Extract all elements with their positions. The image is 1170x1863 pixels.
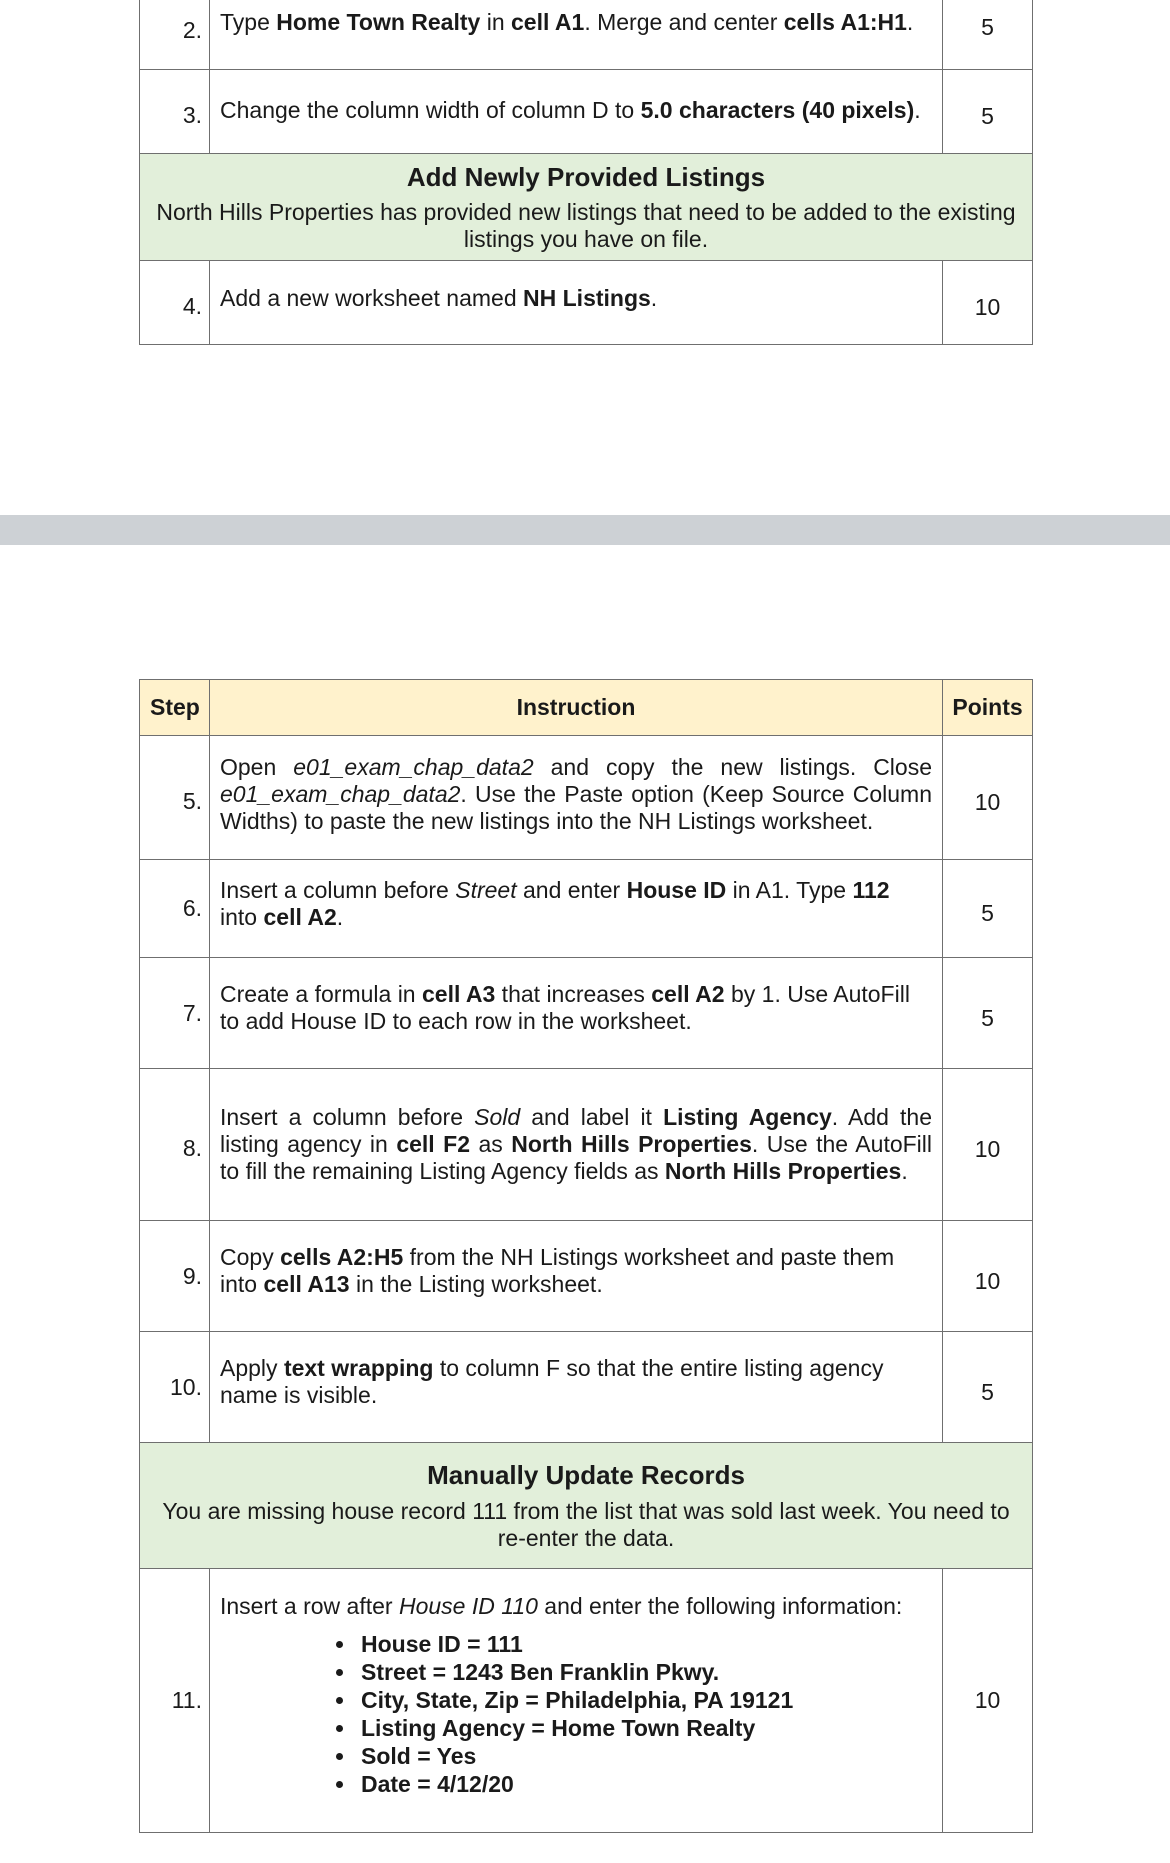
section-row [140,154,1033,261]
instruction-segment: 5.0 characters (40 pixels) [640,97,915,124]
instruction-table-part-1 [139,0,1033,345]
instruction-text [210,860,943,958]
step-number: 9. [140,1221,210,1332]
section-description: You are missing house record 111 from the list that was sold last week. You need to re-enter the data. [162,1497,1010,1551]
instruction-segment: Home Town Realty [276,9,481,35]
step-number: 6. [140,860,210,958]
instruction-text [210,958,943,1069]
instruction-segment: and enter the following information: [537,1593,903,1619]
instruction-segment: cell A1 [511,9,585,35]
step-number: 2. [140,0,210,70]
instruction-segment: cell A3 [421,981,496,1008]
step-number: 8. [140,1069,210,1221]
instruction-segment: . [650,285,658,311]
header-step: Step [140,680,210,736]
table-row [140,70,1033,154]
instruction-table-part-2 [139,679,1033,1833]
instruction-segment: text wrapping [283,1355,434,1382]
list-item: • House ID = 111 [357,1630,932,1658]
step-number: 7. [140,958,210,1069]
instruction-segment: . [906,9,914,35]
step-number: 10. [140,1332,210,1443]
instruction-cell [210,1569,943,1833]
instruction-segment: from the NH Listings worksheet and paste them into [220,1244,895,1297]
list-item: • Street = 1243 Ben Franklin Pkwy. [357,1658,932,1686]
step-number: 4. [140,261,210,345]
table-header-row [140,680,1033,736]
header-points: Points [943,680,1033,736]
table-row [140,1332,1033,1443]
table-row [140,958,1033,1069]
step-number: 3. [140,70,210,154]
record-details-list [220,1630,932,1798]
instruction-segment: Open [220,754,294,781]
points-value: 10 [943,261,1033,345]
points-value: 10 [943,1221,1033,1332]
instruction-segment: House ID 110 [398,1593,538,1619]
instruction-segment: by 1. Use AutoFill to add House ID to each row in the worksheet. [220,981,910,1034]
points-value: 5 [943,958,1033,1069]
instruction-segment: North Hills Properties [511,1131,752,1158]
instruction-segment: . Use the Paste option (Keep Source Column Widths) to paste the new listings into the NH Listings worksheet. [220,781,932,834]
instruction-text [220,1593,932,1620]
instruction-segment: cell F2 [396,1131,470,1158]
table-row [140,261,1033,345]
section-row [140,1443,1033,1569]
instruction-segment: . [336,903,344,930]
table-row [140,860,1033,958]
instruction-segment: in the Listing worksheet. [349,1271,603,1297]
instruction-segment: as [470,1131,512,1158]
instruction-segment: e01_exam_chap_data2 [293,754,534,781]
points-value: 5 [943,1332,1033,1443]
instruction-text [210,1332,943,1443]
step-number: 11. [140,1569,210,1833]
points-value: 5 [943,0,1033,70]
table-row [140,1221,1033,1332]
instruction-segment: Insert a column before [220,876,456,903]
points-value: 5 [943,860,1033,958]
instruction-text [210,70,943,154]
points-value: 10 [943,1569,1033,1833]
points-value: 10 [943,1069,1033,1221]
instruction-segment: Sold [474,1104,521,1131]
instruction-text [210,0,943,70]
section-title: Manually Update Records [427,1460,745,1491]
instruction-segment: Change the column width of column D to [220,97,641,124]
instruction-text [210,1069,943,1221]
instruction-text [210,736,943,860]
instruction-segment: Insert a column before [220,1104,475,1131]
step-number: 5. [140,736,210,860]
instruction-segment: and label it [520,1104,664,1131]
instruction-segment: in [480,9,511,35]
list-item: • Sold = Yes [357,1742,932,1770]
instruction-segment: and enter [516,876,627,903]
instruction-segment: and copy the new listings. Close [533,754,933,781]
table-row [140,1069,1033,1221]
instruction-segment: NH Listings [523,285,651,311]
instruction-segment: . [914,97,921,124]
instruction-segment: North Hills Properties [664,1157,902,1184]
instruction-segment: cells A2:H5 [280,1244,404,1271]
instruction-segment: cell A13 [263,1271,350,1297]
instruction-segment: into [220,903,264,930]
points-value: 10 [943,736,1033,860]
instruction-segment: Add a new worksheet named [220,285,524,311]
instruction-segment: Insert a row after [220,1593,399,1619]
instruction-segment: that increases [495,981,652,1008]
section-banner [140,1443,1033,1569]
instruction-segment: . Add the listing agency in [220,1104,933,1158]
instruction-segment: in A1. Type [726,876,853,903]
instruction-segment: . Merge and center [584,9,784,35]
section-banner [140,154,1033,261]
table-row [140,0,1033,70]
section-description: North Hills Properties has provided new listings that need to be added to the existing listings you have on file. [156,199,1016,253]
instruction-segment: . Use the AutoFill to fill the remaining Listing Agency fields as [220,1131,932,1184]
instruction-segment: Street [455,876,517,903]
instruction-segment: cell A2 [263,903,337,930]
instruction-segment: Listing Agency [663,1104,832,1131]
section-title: Add Newly Provided Listings [406,161,766,192]
table-row [140,736,1033,860]
instruction-text [210,1221,943,1332]
instruction-segment: e01_exam_chap_data2 [220,781,461,808]
list-item: • Date = 4/12/20 [357,1770,932,1798]
instruction-text [210,261,943,345]
instruction-segment: House ID [626,876,727,903]
instruction-segment: cells A1:H1 [783,9,907,35]
instruction-segment: Apply [220,1355,284,1382]
instruction-segment: Create a formula in [220,981,422,1008]
instruction-segment: Type [220,9,277,35]
instruction-segment: Copy [220,1244,281,1271]
page-break-divider [0,515,1170,545]
list-item: • Listing Agency = Home Town Realty [357,1714,932,1742]
instruction-segment: . [901,1157,908,1184]
table-row [140,1569,1033,1833]
instruction-segment: 112 [852,876,890,903]
instruction-segment: to column F so that the entire listing agency name is visible. [220,1355,884,1408]
instruction-segment: cell A2 [651,981,725,1008]
list-item: • City, State, Zip = Philadelphia, PA 19121 [357,1686,932,1714]
points-value: 5 [943,70,1033,154]
header-instruction: Instruction [210,680,943,736]
